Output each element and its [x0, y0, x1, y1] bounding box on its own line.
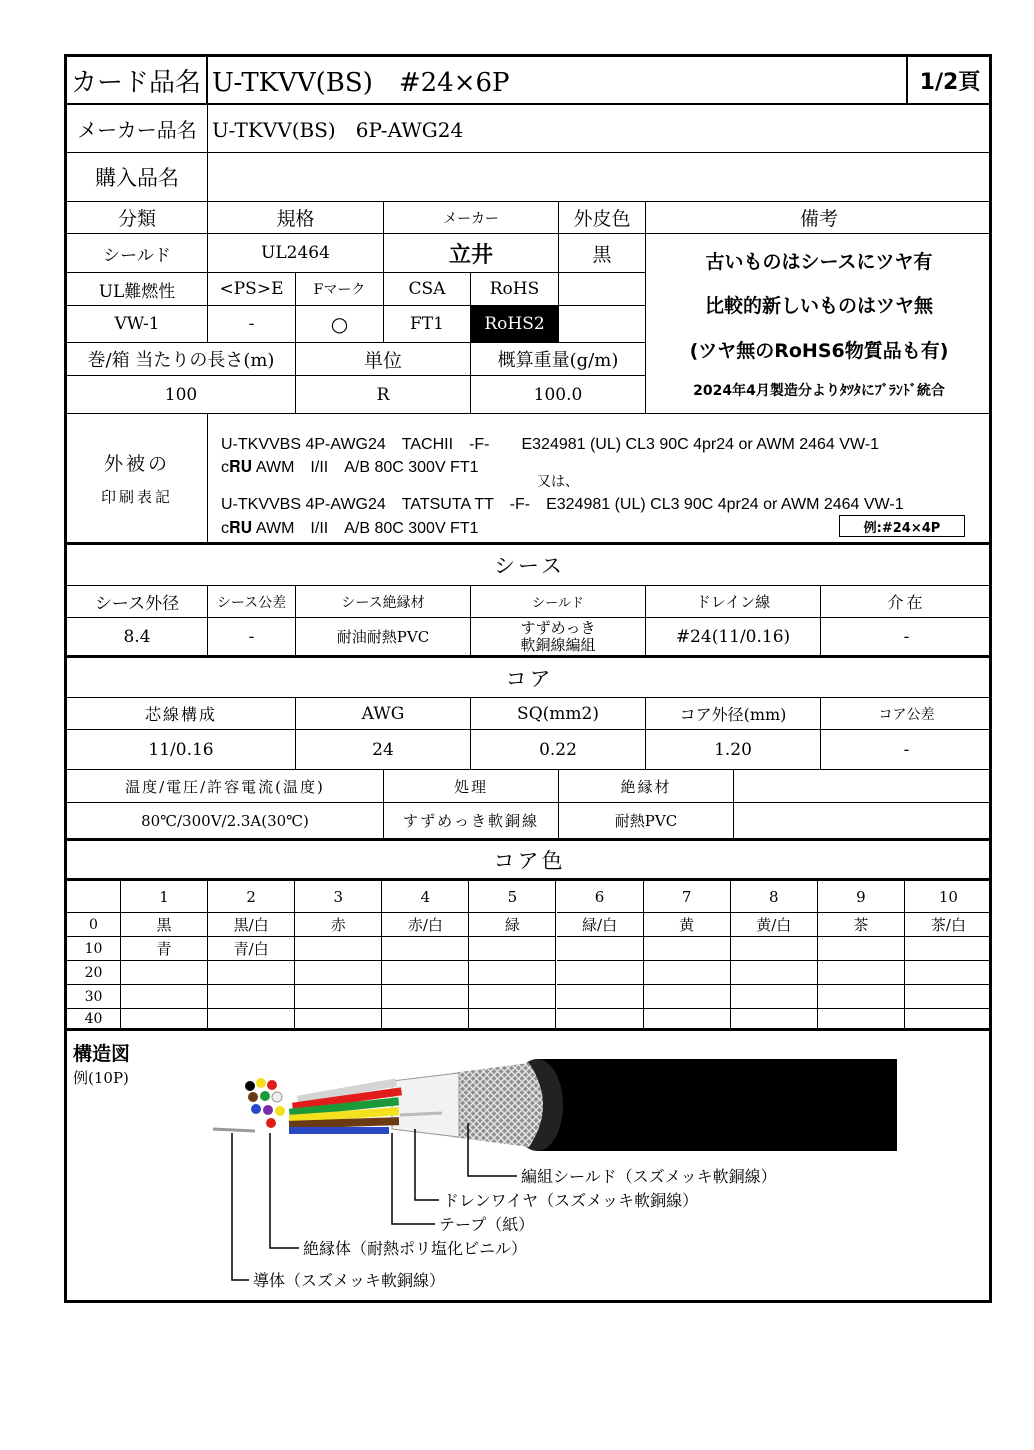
label-drain-wire: ドレンワイヤ（スズメッキ軟銅線）: [443, 1191, 699, 1210]
label-conductor: 導体（スズメッキ軟銅線）: [253, 1271, 446, 1290]
color-col-header: 10: [905, 881, 992, 913]
sheath-tol-header: シース公差: [208, 586, 296, 618]
paper-tape: [392, 1073, 459, 1137]
core-treat-value: すずめっき軟銅線: [384, 803, 559, 841]
remarks-header: 備考: [646, 202, 992, 234]
maker-header: メーカー: [384, 202, 559, 234]
color-cell: [469, 961, 556, 985]
color-col-header: 9: [818, 881, 905, 913]
print-label-line1: 外被の: [103, 453, 170, 475]
color-value: 黒: [559, 234, 646, 273]
purchase-label: 購入品名: [67, 153, 208, 202]
print-label-line2: 印刷表記: [100, 488, 173, 506]
sheath-tol-value: -: [208, 618, 296, 658]
color-cell: [905, 937, 992, 961]
braid-shield: [452, 1063, 543, 1147]
color-row-label: 10: [67, 937, 121, 961]
core-comp-header: 芯線構成: [67, 698, 296, 730]
color-cell: 黒/白: [208, 913, 295, 937]
color-cell: [295, 1009, 382, 1028]
sheath-od-header: シース外径: [67, 586, 208, 618]
print-example: 例:#24×4P: [839, 515, 965, 537]
core-od-header: コア外径(mm): [646, 698, 821, 730]
color-cell: [382, 937, 469, 961]
sheath-insul-header: シース絶縁材: [296, 586, 471, 618]
label-insulation: 絶縁体（耐熱ポリ塩化ビニル）: [303, 1239, 528, 1258]
color-corner: [67, 881, 121, 913]
color-cell: 緑/白: [557, 913, 644, 937]
print-line-4: c𝐑𝐔 AWM I/II A/B 80C 300V FT1: [221, 520, 479, 537]
color-cell: 黄: [644, 913, 731, 937]
blank-cell: [734, 770, 992, 803]
sheath-insul-value: 耐油耐熱PVC: [296, 618, 471, 658]
ps-header: <PS>E: [208, 273, 296, 306]
color-cell: [557, 985, 644, 1009]
color-cell: [731, 985, 818, 1009]
color-cell: [731, 937, 818, 961]
structure-title: 構造図: [73, 1043, 131, 1065]
remark-line: (ツヤ無のRoHS6物質品も有): [689, 339, 949, 362]
color-cell: [295, 961, 382, 985]
color-cell: 青: [121, 937, 208, 961]
color-cell: [208, 961, 295, 985]
color-cell: [644, 1009, 731, 1028]
color-cell: 黄/白: [731, 913, 818, 937]
standard-header: 規格: [208, 202, 384, 234]
core-color-title: コア色: [67, 841, 992, 879]
remark-line: 2024年4月製造分よりﾀﾂﾀにﾌﾞﾗﾝﾄﾞ統合: [693, 383, 945, 400]
core-awg-value: 24: [296, 730, 471, 770]
color-cell: [469, 1009, 556, 1028]
remarks-block: [646, 234, 992, 414]
core-insul-value: 耐熱PVC: [559, 803, 734, 841]
color-cell: [208, 1009, 295, 1028]
core-temp-value: 80℃/300V/2.3A(30℃): [67, 803, 384, 841]
color-col-header: 7: [644, 881, 731, 913]
color-cell: 青/白: [208, 937, 295, 961]
label-tape: テープ（紙）: [439, 1215, 535, 1234]
color-col-header: 1: [121, 881, 208, 913]
print-line-1: U-TKVVBS 4P-AWG24 TACHII -F- E324981 (UL) CL3 90C 4pr24 or AWM 2464 VW-1: [221, 436, 879, 453]
core-color-grid: [67, 879, 992, 1031]
core-comp-value: 11/0.16: [67, 730, 296, 770]
sheath-drain-value: #24(11/0.16): [646, 618, 821, 658]
maker-name-value: U-TKVV(BS) 6P-AWG24: [208, 105, 992, 153]
conductor-tip: [213, 1129, 255, 1131]
purchase-value: [208, 153, 992, 202]
color-cell: [905, 985, 992, 1009]
maker-name-label: メーカー品名: [67, 105, 208, 153]
color-cell: [644, 937, 731, 961]
spec-sheet: [64, 54, 992, 1303]
core-awg-header: AWG: [296, 698, 471, 730]
sheath-od-value: 8.4: [67, 618, 208, 658]
label-braid-shield: 編組シールド（スズメッキ軟銅線）: [521, 1167, 777, 1186]
core-wires: [289, 1078, 402, 1134]
card-label: カード品名: [67, 57, 208, 105]
color-cell: [121, 1009, 208, 1028]
color-cell: [644, 961, 731, 985]
color-cell: [818, 937, 905, 961]
core-od-value: 1.20: [646, 730, 821, 770]
class-header: 分類: [67, 202, 208, 234]
shield-line2: 軟銅線編組: [520, 635, 596, 654]
color-header: 外皮色: [559, 202, 646, 234]
csa-value: FT1: [384, 306, 471, 343]
color-cell: 茶: [818, 913, 905, 937]
core-insul-header: 絶縁材: [559, 770, 734, 803]
color-row-label: 30: [67, 985, 121, 1009]
color-cell: [295, 985, 382, 1009]
color-cell: [382, 961, 469, 985]
rohs-value: RoHS2: [471, 306, 559, 343]
color-cell: [121, 961, 208, 985]
drain-wire: [400, 1113, 442, 1115]
print-or: 又は、: [537, 474, 579, 490]
blank-cell: [559, 273, 646, 306]
fmark-header: Fマーク: [296, 273, 384, 306]
core-temp-header: 温度/電圧/許容電流(温度): [67, 770, 384, 803]
color-cell: [731, 961, 818, 985]
core-tol-value: -: [821, 730, 992, 770]
color-cell: [208, 985, 295, 1009]
sheath-filler-value: -: [821, 618, 992, 658]
remark-line: 比較的新しいものはツヤ無: [704, 295, 933, 318]
blank-cell: [734, 803, 992, 841]
color-cell: [557, 961, 644, 985]
print-line-2: c𝐑𝐔 AWM I/II A/B 80C 300V FT1: [221, 459, 479, 476]
color-cell: [382, 985, 469, 1009]
color-col-header: 6: [557, 881, 644, 913]
color-cell: [295, 937, 382, 961]
color-cell: [905, 1009, 992, 1028]
unit-header: 単位: [296, 343, 471, 376]
color-col-header: 8: [731, 881, 818, 913]
color-cell: [469, 937, 556, 961]
structure-example: 例(10P): [73, 1069, 129, 1087]
rohs-header: RoHS: [471, 273, 559, 306]
sheath-shield-value: [471, 618, 646, 658]
color-cell: [557, 937, 644, 961]
standard-value: UL2464: [208, 234, 384, 273]
color-cell: 緑: [469, 913, 556, 937]
color-row-label: 0: [67, 913, 121, 937]
csa-header: CSA: [384, 273, 471, 306]
outer-jacket: [525, 1059, 898, 1151]
color-col-header: 2: [208, 881, 295, 913]
sheath-filler-header: 介在: [821, 586, 992, 618]
core-title: コア: [67, 658, 992, 698]
remark-line: 古いものはシースにツヤ有: [705, 250, 933, 273]
length-value: 100: [67, 376, 296, 414]
core-sq-header: SQ(mm2): [471, 698, 646, 730]
color-row-label: 20: [67, 961, 121, 985]
length-header: 巻/箱 当たりの長さ(m): [67, 343, 296, 376]
sheath-shield-header: シールド: [471, 586, 646, 618]
blank-cell: [559, 306, 646, 343]
ul-value: VW-1: [67, 306, 208, 343]
color-cell: [121, 985, 208, 1009]
ul-header: UL難燃性: [67, 273, 208, 306]
color-cell: 赤/白: [382, 913, 469, 937]
color-col-header: 5: [469, 881, 556, 913]
fmark-value: ○: [296, 306, 384, 343]
wire-ends: [245, 1078, 285, 1128]
cable-diagram: [67, 1033, 992, 1293]
color-cell: [818, 961, 905, 985]
color-cell: [905, 961, 992, 985]
print-label: [67, 414, 208, 545]
weight-header: 概算重量(g/m): [471, 343, 646, 376]
print-line-3: U-TKVVBS 4P-AWG24 TATSUTA TT -F- E324981 (UL) CL3 90C 4pr24 or AWM 2464 VW-1: [221, 496, 904, 513]
sheath-title: シース: [67, 545, 992, 586]
color-cell: 黒: [121, 913, 208, 937]
card-value: U-TKVV(BS) #24×6P: [208, 57, 908, 105]
core-tol-header: コア公差: [821, 698, 992, 730]
color-cell: [557, 1009, 644, 1028]
color-cell: [382, 1009, 469, 1028]
maker-value: 立井: [384, 234, 559, 273]
unit-value: R: [296, 376, 471, 414]
ps-value: -: [208, 306, 296, 343]
weight-value: 100.0: [471, 376, 646, 414]
color-cell: [644, 985, 731, 1009]
color-cell: 赤: [295, 913, 382, 937]
color-cell: [731, 1009, 818, 1028]
core-treat-header: 処理: [384, 770, 559, 803]
color-cell: 茶/白: [905, 913, 992, 937]
shield-line1: すずめっき: [520, 618, 596, 637]
color-col-header: 3: [295, 881, 382, 913]
core-sq-value: 0.22: [471, 730, 646, 770]
color-row-label: 40: [67, 1009, 121, 1028]
page-number: 1/2頁: [908, 57, 992, 105]
class-value: シールド: [67, 234, 208, 273]
color-cell: [818, 985, 905, 1009]
sheath-drain-header: ドレイン線: [646, 586, 821, 618]
color-cell: [469, 985, 556, 1009]
color-col-header: 4: [382, 881, 469, 913]
color-cell: [818, 1009, 905, 1028]
